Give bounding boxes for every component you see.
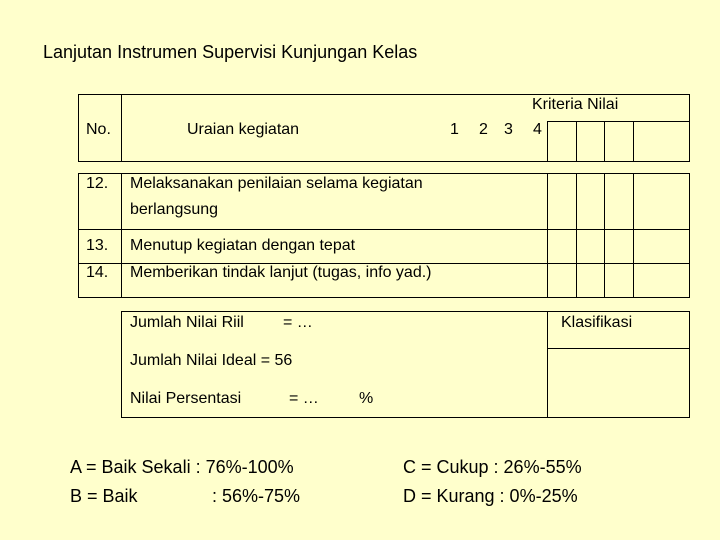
legend-d: D = Kurang : 0%-25% [403, 486, 578, 506]
jumlah-ideal: Jumlah Nilai Ideal = 56 [130, 352, 293, 369]
divider [576, 173, 577, 298]
header-uraian: Uraian kegiatan [187, 121, 300, 138]
divider [547, 311, 548, 418]
legend-b-value: : 56%-75% [212, 486, 301, 506]
klasifikasi-label: Klasifikasi [561, 314, 633, 331]
score-label-3: 3 [504, 121, 513, 138]
row-12-text-cont: berlangsung [130, 201, 219, 218]
row-12-no: 12. [86, 175, 109, 192]
row-14-no: 14. [86, 264, 109, 281]
divider [547, 348, 690, 349]
row-12-text: Melaksanakan penilaian selama kegiatan [130, 175, 423, 192]
divider [547, 121, 548, 162]
divider [633, 173, 634, 298]
divider [547, 173, 548, 298]
row-13-text: Menutup kegiatan dengan tepat [130, 237, 356, 254]
persentasi-label: Nilai Persentasi [130, 390, 242, 407]
score-label-1: 1 [450, 121, 459, 138]
divider [547, 121, 690, 122]
header-no: No. [86, 121, 111, 138]
divider [576, 121, 577, 162]
score-label-2: 2 [479, 121, 488, 138]
score-label-4: 4 [533, 121, 542, 138]
divider [121, 94, 122, 162]
divider [604, 173, 605, 298]
divider [604, 121, 605, 162]
page-title: Lanjutan Instrumen Supervisi Kunjungan Kelas [43, 42, 418, 62]
divider [78, 229, 690, 230]
header-kriteria: Kriteria Nilai [532, 96, 619, 113]
legend-b-label: B = Baik [70, 486, 138, 506]
legend-c: C = Cukup : 26%-55% [403, 457, 582, 477]
jumlah-riil-value: = … [283, 314, 313, 331]
divider [633, 121, 634, 162]
legend-a: A = Baik Sekali : 76%-100% [70, 457, 294, 477]
persentasi-value: = … [289, 390, 319, 407]
row-14-text: Memberikan tindak lanjut (tugas, info yad.) [130, 264, 432, 281]
percent-sign: % [359, 390, 374, 407]
divider [121, 173, 122, 298]
row-13-no: 13. [86, 237, 109, 254]
jumlah-riil-label: Jumlah Nilai Riil [130, 314, 244, 331]
